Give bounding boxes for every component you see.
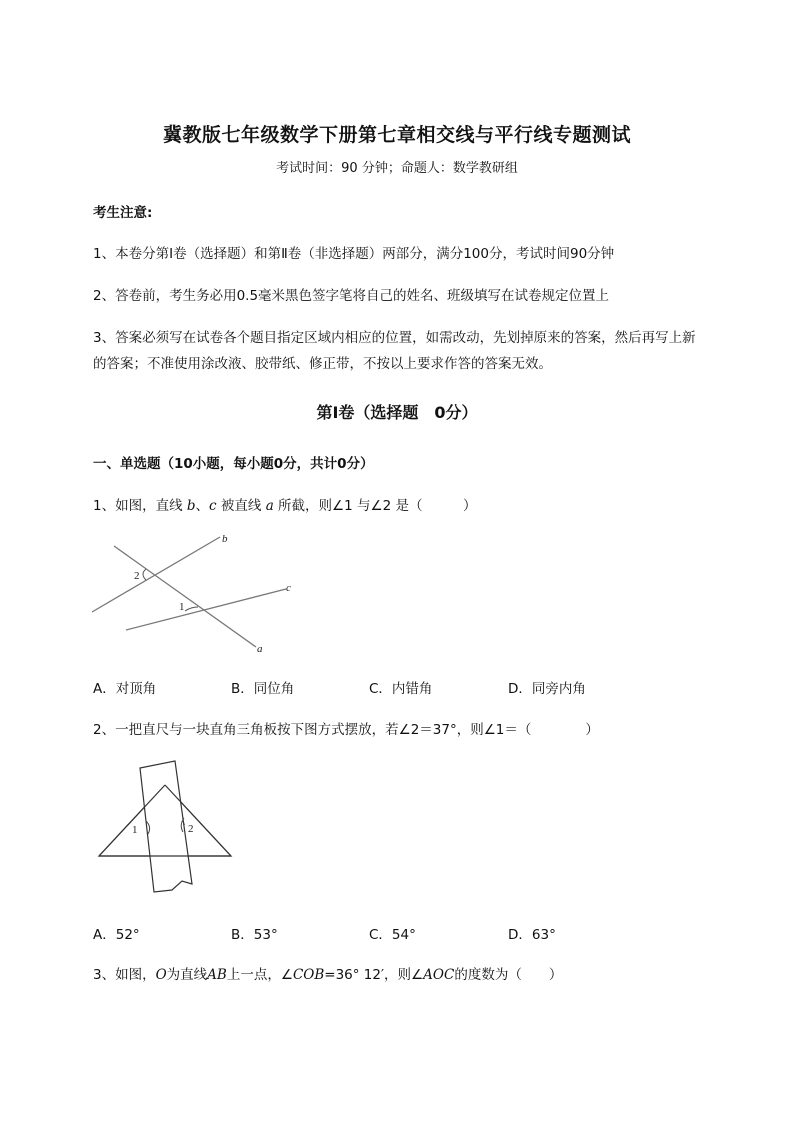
q3-var-AOC: AOC [423,967,455,983]
q3-stem-mid1: 为直线 [166,967,208,983]
q3-stem-prefix: 3、如图， [93,967,156,983]
exam-subtitle: 考试时间：90 分钟；命题人：数学教研组 [276,161,518,176]
q3-var-COB: COB [292,967,325,983]
q1-label-b: b [222,533,228,545]
part-heading: 一、单选题（10小题，每小题0分，共计0分） [93,456,374,472]
q1-var-c: c [209,498,217,514]
q1-stem-mid: 被直线 [216,498,266,514]
notice-item-2: 2、答卷前，考生务必用0.5毫米黑色签字笔将自己的姓名、班级填写在试卷规定位置上 [93,288,610,304]
q2-option-c[interactable]: C．54° [369,927,416,943]
notice-item-1: 1、本卷分第Ⅰ卷（选择题）和第Ⅱ卷（非选择题）两部分，满分100分，考试时间90分钟 [93,246,615,262]
q1-stem-sep: 、 [195,498,210,514]
question-2-figure [96,758,236,898]
q2-option-a[interactable]: A．52° [93,927,140,943]
q1-option-d[interactable]: D．同旁内角 [508,681,586,697]
q2-option-b[interactable]: B．53° [231,927,278,943]
q1-option-b[interactable]: B．同位角 [231,681,295,697]
question-1-figure [90,528,310,660]
q3-var-O: O [155,967,167,983]
page-title: 冀教版七年级数学下册第七章相交线与平行线专题测试 [162,124,631,146]
q1-label-c: c [286,582,291,594]
question-3-stem [93,963,562,983]
q1-label-a: a [257,643,263,655]
q1-option-c[interactable]: C．内错角 [369,681,433,697]
q1-var-a: a [265,498,274,514]
question-1-stem [93,494,477,514]
q2-label-2: 2 [188,823,194,835]
q1-label-1: 1 [179,601,185,613]
q1-var-b: b [186,498,196,514]
section-title: 第Ⅰ卷（选择题 0分） [316,403,478,422]
q1-stem-prefix: 1、如图，直线 [93,498,187,514]
q2-label-1: 1 [132,824,138,836]
q3-stem-mid3: =36° 12′，则∠ [324,967,424,983]
q3-var-AB: AB [207,967,227,983]
q1-label-2: 2 [134,570,140,582]
question-2-stem: 2、一把直尺与一块直角三角板按下图方式摆放，若∠2＝37°，则∠1＝（ ） [93,722,599,738]
notice-item-3: 3、答案必须写在试卷各个题目指定区域内相应的位置，如需改动，先划掉原来的答案，然后再写上新 [93,330,696,346]
q1-stem-suffix: 所截，则∠1 与∠2 是（ ） [273,498,477,514]
q3-stem-suffix: 的度数为（ ） [454,967,563,983]
q1-option-a[interactable]: A．对顶角 [93,681,157,697]
q2-option-d[interactable]: D．63° [508,927,556,943]
notice-item-3-cont: 的答案；不准使用涂改液、胶带纸、修正带，不按以上要求作答的答案无效。 [93,356,552,372]
notice-heading: 考生注意: [93,205,153,221]
q3-stem-mid2: 上一点，∠ [226,967,293,983]
